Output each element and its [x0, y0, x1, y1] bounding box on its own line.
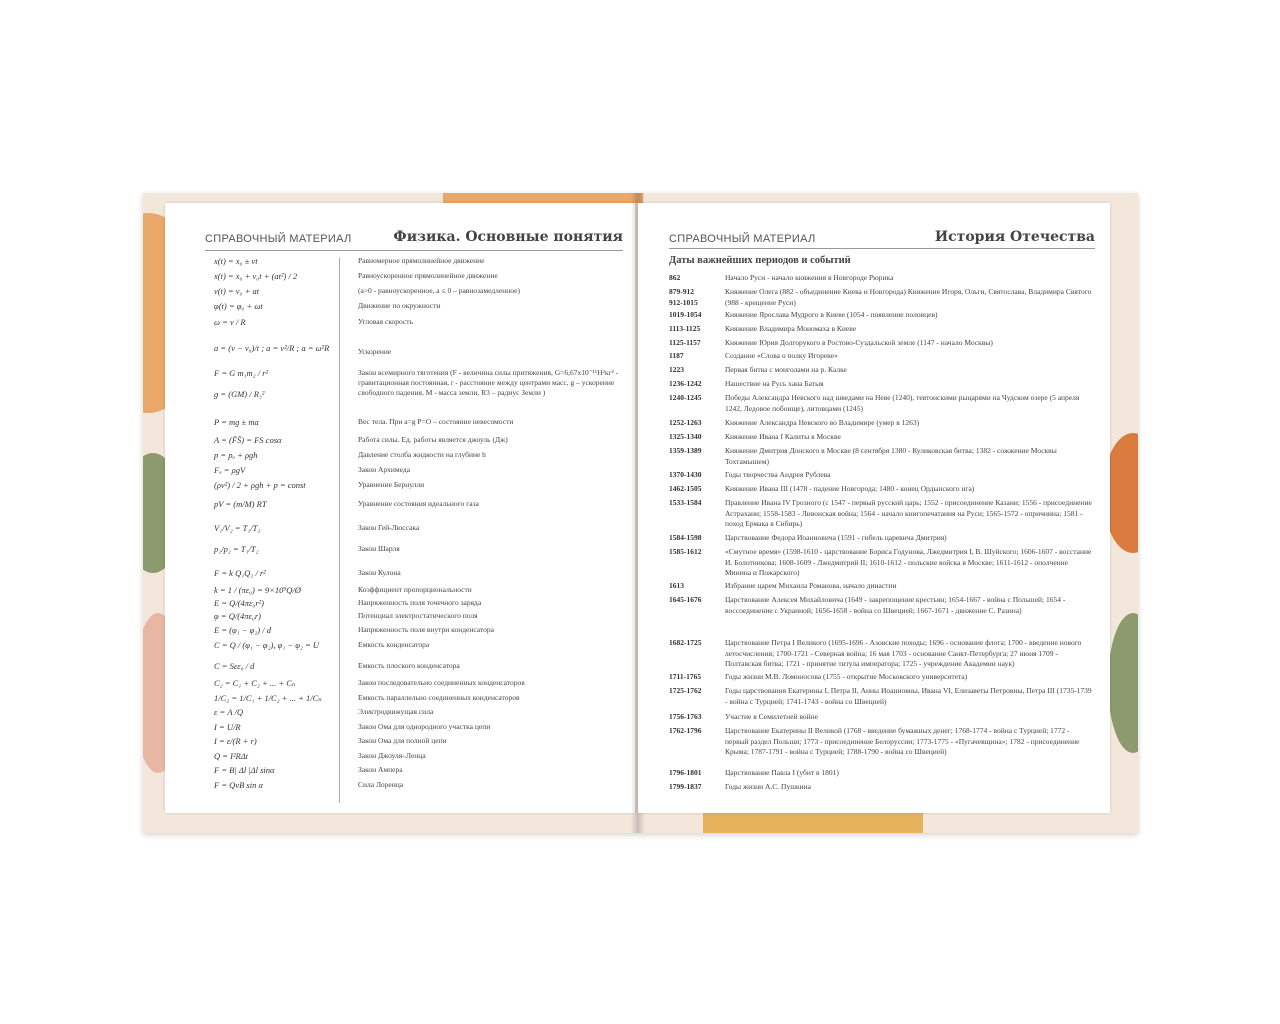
formula-description: Напряженность поля точечного заряда [358, 598, 482, 607]
event-year: 862 [669, 273, 681, 282]
formula-description: Закон Ампера [358, 765, 403, 774]
event-year: 1533-1584 [669, 498, 702, 507]
formula: E = Q/(4πε₀r²) [214, 598, 265, 608]
formula: x(t) = x₀ ± vt [214, 256, 258, 266]
event-year: 1682-1725 [669, 638, 702, 647]
formula: P = mg ± ma [214, 417, 259, 427]
formula-description: Закон последовательно соединенных конденсаторов [358, 678, 525, 687]
left-page [165, 203, 635, 813]
open-notebook [143, 193, 1138, 833]
formula: p₁/p₂ = T₁/T₂ [214, 544, 259, 554]
event-description: Княжение Ивана I Калиты в Москве [725, 432, 841, 441]
formula: F = G m₁m₂ / r² [214, 368, 269, 378]
formula: ω = v / R [214, 317, 246, 327]
formula-description: Равноускоренное прямолинейное движение [358, 271, 498, 280]
event-year: 1756-1763 [669, 712, 702, 721]
formula-description: Закон Гей-Люссака [358, 523, 420, 532]
event-description: Княжение Ярослава Мудрого в Киеве (1054 - появление половцев) [725, 310, 938, 319]
formula: 1/C₂ = 1/C₁ + 1/C₂ + ... + 1/Cₙ [214, 693, 322, 703]
formula-description: Закон всемирного тяготения (F - величина силы притяжения, G=6,67x10⁻¹¹Н²кг² - гравитационная постоянная, r - расстояние между центрами масс, g – ускорение свободного падения, M - масса земли, R3 – радиус Земли ) [358, 368, 619, 397]
event-description: Царствование Федора Иоанновича (1591 - гибель царевича Дмитрия) [725, 533, 947, 542]
formula: I = ε/(R + r) [214, 736, 257, 746]
formula: E = (φ₁ − φ₂) / d [214, 625, 272, 635]
event-description: Княжение Дмитрия Донского в Москве (8 сентября 1380 - Куликовская битва; 1382 - сожжение Москвы Тохтамышем) [725, 446, 1057, 466]
formula: g = (GM) / R₃² [214, 389, 265, 399]
running-head: СПРАВОЧНЫЙ МАТЕРИАЛ [205, 233, 352, 245]
event-year: 1019-1054 [669, 310, 702, 319]
event-year: 1585-1612 [669, 547, 702, 556]
event-year: 1796-1801 [669, 768, 702, 777]
formula-description: Емкость конденсатора [358, 640, 430, 649]
cover-decoration [443, 193, 643, 203]
formula: I = U/R [214, 722, 241, 732]
formula: F = k Q₁Q₂ / r² [214, 568, 266, 578]
formula-description: Потенциал электростатического поля [358, 611, 478, 620]
formula: v(t) = v₀ + at [214, 286, 260, 296]
formula: (ρv²) / 2 + ρgh + p = const [214, 480, 306, 490]
formula-description: Равномерное прямолинейное движение [358, 256, 485, 265]
event-description: Первая битва с монголами на р. Калке [725, 365, 847, 374]
formula-description: Работа силы. Ед. работы является джоуль (Дж) [358, 435, 508, 444]
header-rule [205, 250, 623, 251]
event-description: Избрание царем Михаила Романова, начало династии [725, 581, 897, 590]
event-year: 1187 [669, 351, 684, 360]
column-divider [339, 258, 340, 803]
formula: C = Q / (φ₁ − φ₂), φ₁ − φ₂ = U [214, 640, 320, 650]
event-description: Царствование Алексея Михайловича (1649 - закрепощение крестьян; 1654-1667 - война с Польшей; 1654 - воссоединение с Украиной; 1656-1658 - война со Швецией; 1667-1671 - движение С. Разина) [725, 595, 1066, 615]
formula-description: Закон Шарля [358, 544, 400, 553]
event-year: 1725-1762 [669, 686, 702, 695]
formula-description: Емкость плоского конденсатора [358, 661, 460, 670]
event-description: «Смутное время» (1598-1610 - царствование Бориса Годунова, Лжедмитрия I, В. Шуйского; 1606-1607 - восстание И. Болотникова; 1608-1609 - Лжедмитрий II; 1610-1612 - польские войска в Москве; 1611-1612 - ополчение Минина и Пожарского) [725, 547, 1092, 577]
event-description: Княжение Ивана III (1478 - падение Новгорода; 1480 - конец Ордынского ига) [725, 484, 975, 493]
formula: pV = (m/M) RT [214, 499, 267, 509]
event-description: Годы жизни А.С. Пушкина [725, 782, 811, 791]
event-description: Царствование Петра I Великого (1695-1696 - Азовские походы; 1696 - основание флота; 1700 - введение нового летосчисления; 1700-1721 - Северная война; 16 мая 1703 - основание Санкт-Петербурга; 27 июня 1709 - Полтавская битва; 1721 - принятие титула императора; 1725 - учреждение Академии наук) [725, 638, 1082, 668]
event-description: Годы жизни М.В. Ломоносова (1755 - открытие Московского университета) [725, 672, 968, 681]
event-description: Победы Александра Невского над шведами на Неве (1240), тевтонскими рыцарями на Чудском озере (5 апреля 1242, Ледовое побоище), литовцами (1245) [725, 393, 1080, 413]
header-rule [669, 248, 1095, 249]
event-year: 1223 [669, 365, 684, 374]
event-year: 1370-1430 [669, 470, 702, 479]
formula-description: Сила Лоренца [358, 780, 404, 789]
event-year: 1711-1765 [669, 672, 702, 681]
formula-description: (a>0 - равноускоренное, a ≤ 0 – равнозамедленное) [358, 286, 520, 295]
formula: V₁/V₂ = T₁/T₂ [214, 523, 261, 533]
event-description: Княжение Олега (882 - объединение Киева и Новгорода) Княжение Игоря, Ольги, Святослава, Владимира Святого (988 - крещение Руси) [725, 287, 1092, 307]
formula-description: Угловая скорость [358, 317, 413, 326]
event-description: Правление Ивана IV Грозного (с 1547 - первый русский царь; 1552 - присоединение Казани; 1556 - присоединение Астрахани; 1558-1583 - Ливонская война; 1564 - начало книгопечатания на Руси; 1565-1572 - опричнина; 1581 - поход Ермака в Сибирь) [725, 498, 1092, 528]
event-year: 1252-1263 [669, 418, 702, 427]
formula-description: Закон Джоуля–Ленца [358, 751, 426, 760]
event-year: 1325-1340 [669, 432, 702, 441]
event-description: Княжение Владимира Мономаха в Киеве [725, 324, 857, 333]
page-title: История Отечества [934, 229, 1095, 245]
cover-decoration [1108, 613, 1138, 753]
formula-description: Закон Ома для однородного участка цепи [358, 722, 491, 731]
page-title: Физика. Основные понятия [393, 229, 623, 245]
formula-description: Закон Ома для полной цепи [358, 736, 447, 745]
formula: p = pₐ + ρgh [214, 450, 258, 460]
formula: Q = I²RΔt [214, 751, 249, 761]
formula-description: Закон Кулона [358, 568, 401, 577]
formula: ε = A /Q [214, 707, 243, 717]
formula: φ = Q/(4πε₀r) [214, 611, 261, 621]
event-description: Княжение Юрия Долгорукого в Ростово-Суздальской земле (1147 - начало Москвы) [725, 338, 993, 347]
formula: C₂ = C₁ + C₂ + ... + Cₙ [214, 678, 296, 688]
event-year: 879-912 912-1015 [669, 287, 698, 307]
event-year: 1584-1598 [669, 533, 702, 542]
formula: F = QvB sin α [214, 780, 263, 790]
section-subtitle: Даты важнейших периодов и событий [669, 255, 851, 266]
event-description: Царствование Екатерины II Великой (1768 - введение бумажных денег; 1768-1774 - война с Турцией; 1772 - первый раздел Польши; 1773 - присоединение Белоруссии; 1773-1775 - «Пугачевщина»; 1782 - присоединение Крыма; 1787-1791 - война с Турцией; 1788-1790 - война со Швецией) [725, 726, 1080, 756]
formula: Fₐ = ρgV [214, 465, 246, 475]
cover-decoration [703, 813, 923, 833]
formula-description: Вес тела. При a=g P=O – состояние невесомости [358, 417, 514, 426]
formula: A = (F̄S̄) = FS cosα [214, 435, 282, 445]
formula-description: Давление столба жидкости на глубине h [358, 450, 486, 459]
event-description: Создание «Слова о полку Игореве» [725, 351, 838, 360]
formula-description: Коэффициент пропорциональности [358, 585, 472, 594]
formula-description: Закон Архимеда [358, 465, 411, 474]
event-year: 1359-1389 [669, 446, 702, 455]
event-description: Годы творчества Андрея Рублева [725, 470, 831, 479]
event-year: 1125-1157 [669, 338, 701, 347]
formula-description: Емкость параллельно соединенных конденсаторов [358, 693, 520, 702]
formula: x(t) = x₀ + v₀t + (at²) / 2 [214, 271, 298, 281]
event-year: 1240-1245 [669, 393, 702, 402]
right-page [638, 203, 1110, 813]
event-year: 1236-1242 [669, 379, 702, 388]
formula-description: Напряженность поля внутри конденсатора [358, 625, 494, 634]
event-year: 1462-1505 [669, 484, 702, 493]
formula: C = Sεε₀ / d [214, 661, 255, 671]
event-description: Княжение Александра Невского во Владимире (умер в 1263) [725, 418, 920, 427]
formula-description: Электродвижущая сила [358, 707, 434, 716]
formula: k = 1 / (πε₀) = 9×10⁹Q/Ø [214, 585, 301, 595]
event-year: 1113-1125 [669, 324, 701, 333]
event-description: Участие в Семилетней войне [725, 712, 819, 721]
formula: a = (v − v₀)/t ; a = v²/R ; a = ω²R [214, 343, 330, 353]
running-head: СПРАВОЧНЫЙ МАТЕРИАЛ [669, 233, 816, 245]
event-year: 1613 [669, 581, 684, 590]
formula: F = B| Δl |Δl sinα [214, 765, 275, 775]
formula-description: Уравнение Бернулли [358, 480, 425, 489]
event-description: Нашествие на Русь хана Батыя [725, 379, 824, 388]
formula: φ(t) = φ₀ + ωt [214, 301, 263, 311]
event-year: 1799-1837 [669, 782, 702, 791]
event-description: Царствование Павла I (убит в 1801) [725, 768, 839, 777]
event-description: Годы царствования Екатерины I, Петра II, Анны Иоанновны, Ивана VI, Елизаветы Петровны, Петра III (1735-1739 - война с Турцией; 1741-1743 - война со Швецией) [725, 686, 1092, 706]
formula-description: Ускорение [358, 347, 392, 356]
event-description: Начало Руси - начало княжения в Новгороде Рюрика [725, 273, 894, 282]
event-year: 1645-1676 [669, 595, 702, 604]
event-year: 1762-1796 [669, 726, 702, 735]
formula-description: Уравнение состояния идеального газа [358, 499, 479, 508]
formula-description: Движение по окружности [358, 301, 441, 310]
